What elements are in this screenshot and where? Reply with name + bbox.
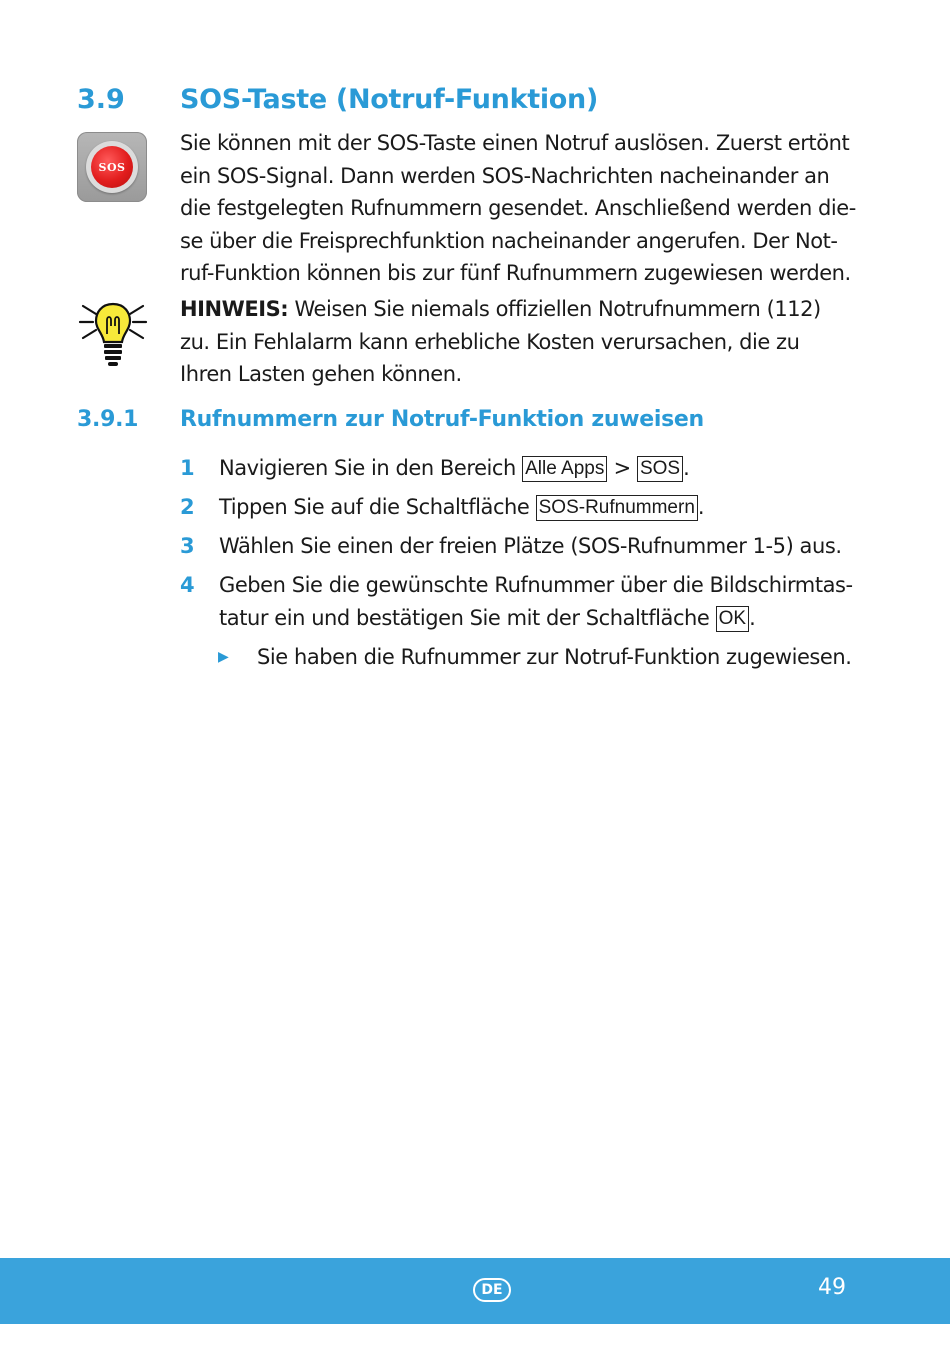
hint-label: HINWEIS: <box>180 297 289 321</box>
section-number: 3.9 <box>77 84 125 115</box>
intro-line: ein SOS-Signal. Dann werden SOS-Nachrichten nacheinander an <box>180 163 830 188</box>
subsection-number: 3.9.1 <box>77 407 139 432</box>
hint-first-line <box>180 293 870 326</box>
hint-line: Ihren Lasten gehen können. <box>180 362 462 386</box>
ui-key-sos-rufnummern: SOS-Rufnummern <box>536 495 698 521</box>
step-text-line <box>219 602 853 635</box>
sos-ring <box>86 141 138 193</box>
result-text: Sie haben die Rufnummer zur Notruf-Funktion zugewiesen. <box>257 645 852 669</box>
step-text-part: . <box>749 605 756 630</box>
step-number: 1 <box>180 456 195 480</box>
step-text-line: Geben Sie die gewünschte Rufnummer über die Bildschirmtas- <box>219 573 853 597</box>
hint-paragraph <box>180 293 870 391</box>
step-text-part: Tippen Sie auf die Schaltfläche <box>219 495 536 519</box>
intro-line: Sie können mit der SOS-Taste einen Notruf auslösen. Zuerst ertönt <box>180 131 850 155</box>
intro-line: ruf-Funktion können bis zur fünf Rufnummern zugewiesen werden. <box>180 261 851 285</box>
step-text <box>219 569 853 634</box>
result-arrow-icon: ▶ <box>218 649 229 665</box>
step-text-part: . <box>697 495 705 519</box>
intro-line: die festgelegten Rufnummern gesendet. Anschließend werden die- <box>180 196 856 220</box>
sos-button-icon <box>77 132 147 202</box>
hint-line: Weisen Sie niemals offiziellen Notrufnummern (112) <box>288 297 821 321</box>
step-text-part: Navigieren Sie in den Bereich <box>219 456 523 480</box>
sos-label: SOS <box>91 146 133 188</box>
page-footer <box>0 1258 950 1324</box>
step-text <box>219 491 704 524</box>
step-number: 3 <box>180 534 195 558</box>
step-number: 4 <box>180 573 195 597</box>
language-badge: DE <box>473 1278 511 1302</box>
intro-paragraph <box>180 127 870 290</box>
step-text: Wählen Sie einen der freien Plätze (SOS-Rufnummer 1-5) aus. <box>219 534 842 558</box>
step-number: 2 <box>180 495 195 519</box>
section-title: SOS-Taste (Notruf-Funktion) <box>180 84 599 115</box>
step-text-part: tatur ein und bestätigen Sie mit der Schaltfläche <box>219 605 716 630</box>
step-text-part: . <box>683 456 690 480</box>
ui-key-sos: SOS <box>637 456 683 482</box>
ui-key-alle-apps: Alle Apps <box>522 456 607 482</box>
step-separator: > <box>607 456 637 480</box>
subsection-title: Rufnummern zur Notruf-Funktion zuweisen <box>180 407 704 432</box>
hint-line: zu. Ein Fehlalarm kann erhebliche Kosten verursachen, die zu <box>180 329 800 354</box>
ui-key-ok: OK <box>716 606 749 632</box>
lightbulb-icon <box>77 298 149 370</box>
intro-line: se über die Freisprechfunktion nacheinander angerufen. Der Not- <box>180 228 838 253</box>
step-text <box>219 452 689 485</box>
page-number: 49 <box>818 1275 846 1300</box>
